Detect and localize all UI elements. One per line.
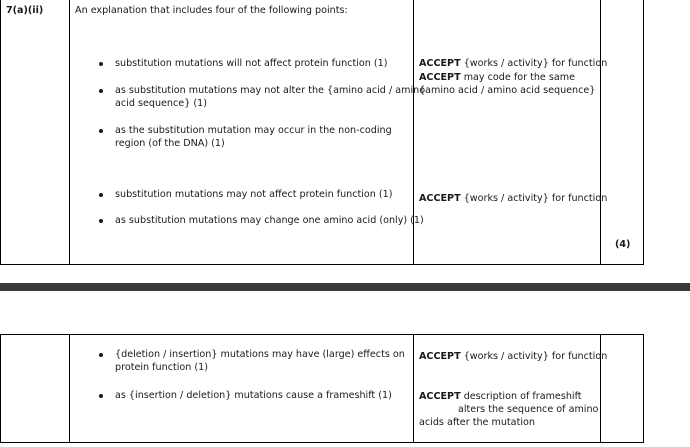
note-text: alters the sequence of amino [458, 404, 599, 415]
column-divider [600, 0, 601, 264]
accept-keyword: ACCEPT [419, 58, 461, 69]
question-number: 7(a)(ii) [6, 5, 44, 16]
bullet-icon [99, 129, 103, 133]
bullet-icon [99, 353, 103, 357]
note-text: {works / activity} for function [460, 351, 608, 362]
accept-keyword: ACCEPT [419, 351, 461, 362]
point-text-continued: region (of the DNA) (1) [115, 138, 225, 149]
guidance-note [419, 390, 582, 403]
bullet-icon [99, 394, 103, 398]
accept-keyword: ACCEPT [419, 391, 461, 402]
guidance-note [419, 416, 535, 429]
accept-keyword: ACCEPT [419, 193, 461, 204]
note-text: {works / activity} for function [460, 58, 608, 69]
intro-text: An explanation that includes four of the following points: [75, 5, 348, 16]
point-text-continued: acid sequence} (1) [115, 98, 207, 109]
note-text: may code for the same [460, 72, 575, 83]
mark-scheme-table-bottom [0, 334, 644, 443]
point-text: {deletion / insertion} mutations may have (large) effects on [115, 349, 405, 360]
bullet-icon [99, 219, 103, 223]
point-text: as {insertion / deletion} mutations cause a frameshift (1) [115, 390, 392, 401]
guidance-note [419, 192, 607, 205]
point-text: as substitution mutations may change one amino acid (only) (1) [115, 215, 424, 226]
bullet-icon [99, 62, 103, 66]
guidance-note [419, 350, 607, 363]
point-text-continued: protein function (1) [115, 362, 208, 373]
guidance-note [458, 403, 598, 416]
bullet-icon [99, 193, 103, 197]
guidance-note [419, 57, 607, 70]
point-text: substitution mutations will not affect protein function (1) [115, 58, 388, 69]
point-text: as the substitution mutation may occur in the non-coding [115, 125, 392, 136]
column-divider [69, 335, 70, 442]
note-text: description of frameshift [460, 391, 582, 402]
page-divider [0, 283, 690, 291]
bullet-icon [99, 89, 103, 93]
note-text: acids after the mutation [419, 417, 535, 428]
note-text: {amino acid / amino acid sequence} [419, 85, 596, 96]
column-divider [413, 335, 414, 442]
marks-total: (4) [615, 239, 631, 250]
column-divider [69, 0, 70, 264]
guidance-note [419, 84, 595, 97]
guidance-note [419, 71, 575, 84]
note-text: {works / activity} for function [460, 193, 608, 204]
accept-keyword: ACCEPT [419, 72, 461, 83]
point-text: as substitution mutations may not alter the {amino acid / amino [115, 85, 426, 96]
point-text: substitution mutations may not affect protein function (1) [115, 189, 393, 200]
